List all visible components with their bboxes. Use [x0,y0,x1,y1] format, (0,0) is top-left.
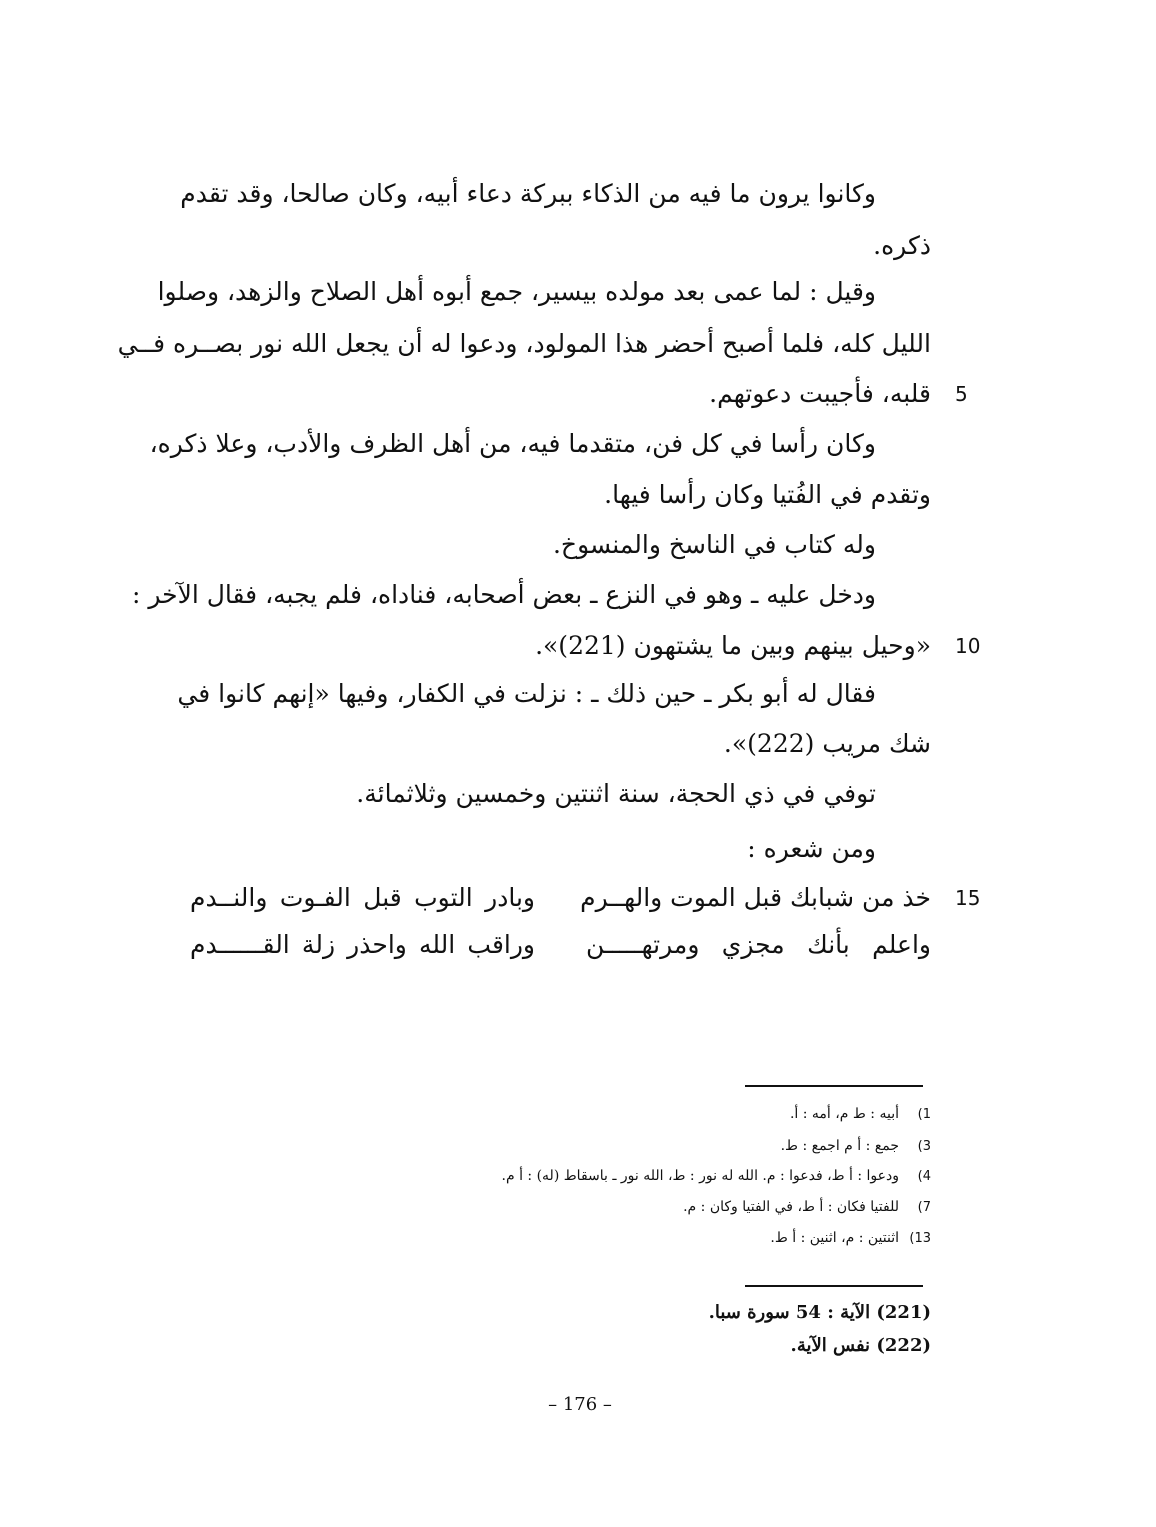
text-line-14: ومن شعره : [747,834,876,863]
line-number-5: 5 [955,382,968,406]
variant-note: 1)أبيه : ط م، أمه : أ. [789,1106,931,1122]
text-line-13: توفي في ذي الحجة، سنة اثنتين وخمسين وثلاثمائة. [356,779,876,808]
text-line-7: وتقدم في الفُتيا وكان رأسا فيها. [604,480,931,509]
text-line-8: وله كتاب في الناسخ والمنسوخ. [552,530,876,559]
apparatus-divider [745,1085,923,1087]
variant-note: 3)جمع : أ م اجمع : ط. [780,1138,931,1154]
text-line-3: وقيل : لما عمى بعد مولده بيسير، جمع أبوه أهل الصلاح والزهد، وصلوا [157,277,876,306]
footnote-222: (222) نفس الآية. [790,1335,931,1356]
poem-verse-2-first: واعلم بأنك مجزي ومرتهـــــن [586,930,931,959]
text-line-2: ذكره. [873,231,931,260]
page-number: – 176 – [548,1394,612,1415]
text-line-10: «وحيل بينهم وبين ما يشتهون (221)». [535,631,931,660]
text-line-9: ودخل عليه ـ وهو في النزع ـ بعض أصحابه، فناداه، فلم يجبه، فقال الآخر : [131,580,876,609]
line-number-15: 15 [955,886,981,910]
footnotes-divider [745,1285,923,1287]
poem-verse-1-first: خذ من شبابك قبل الموت والهــرم [580,883,931,912]
text-line-12: شك مريب (222)». [723,729,931,758]
text-line-6: وكان رأسا في كل فن، متقدما فيه، من أهل الظرف والأدب، وعلا ذكره، [149,429,876,458]
poem-verse-2-second: وراقب الله واحذر زلة القــــــدم [190,930,535,959]
variant-note: 7)للفتيا فكان : أ ط، في الفتيا وكان : م. [683,1199,931,1215]
line-number-10: 10 [955,634,981,658]
variant-note: 4)ودعوا : أ ط، فدعوا : م. الله له نور : ط، الله نور ـ باسقاط (له) : أ م. [501,1168,931,1184]
text-line-5: قلبه، فأجيبت دعوتهم. [709,379,931,408]
text-line-1: وكانوا يرون ما فيه من الذكاء ببركة دعاء أبيه، وكان صالحا، وقد تقدم [180,179,876,208]
text-line-4: الليل كله، فلما أصبح أحضر هذا المولود، ودعوا له أن يجعل الله نور بصــره فــي [117,329,931,358]
text-line-11: فقال له أبو بكر ـ حين ذلك ـ : نزلت في الكفار، وفيها «إنهم كانوا في [177,679,876,708]
footnote-221: (221) الآية : 54 سورة سبا. [708,1302,931,1323]
variant-note: 13)اثنتين : م، اثنين : أ ط. [770,1230,931,1246]
poem-verse-1-second: وبادر التوب قبل الفـوت والنــدم [190,883,535,912]
